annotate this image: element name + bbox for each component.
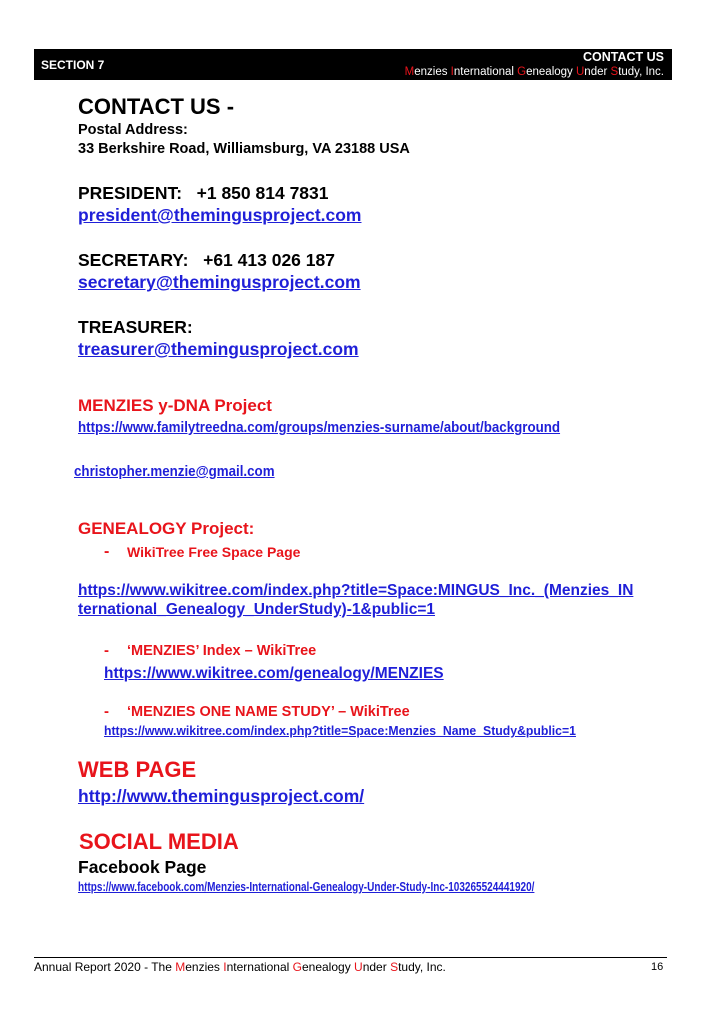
initial-letter: I [450, 66, 454, 78]
footer-divider [34, 957, 667, 958]
text-segment: nder [584, 66, 611, 78]
text-segment: nternational [453, 66, 518, 78]
text-segment: enealogy [301, 960, 355, 974]
list-bullet: - [104, 642, 109, 659]
wikitree-free-space-label: WikiTree Free Space Page [127, 544, 301, 560]
list-bullet: - [104, 543, 110, 560]
ydna-url-link[interactable]: https://www.familytreedna.com/groups/menzies-surname/about/background [78, 420, 561, 436]
text-segment: tudy, Inc. [618, 66, 664, 78]
postal-label: Postal Address: [78, 122, 188, 138]
social-media-heading: SOCIAL MEDIA [79, 829, 239, 854]
ydna-heading: MENZIES y-DNA Project [78, 396, 272, 415]
web-page-url-link[interactable]: http://www.themingusproject.com/ [78, 786, 365, 806]
president-email-link[interactable]: president@themingusproject.com [78, 205, 362, 225]
initial-letter: U [354, 960, 363, 974]
section-label: SECTION 7 [41, 58, 105, 72]
facebook-url-link[interactable]: https://www.facebook.com/Menzies-International-Genealogy-Under-Study-Inc-103265524441920/ [78, 880, 535, 894]
ydna-email-link[interactable]: christopher.menzie@gmail.com [74, 464, 275, 480]
menzies-index-label: ‘MENZIES’ Index – WikiTree [127, 643, 317, 659]
text-segment: enealogy [526, 66, 576, 78]
initial-letter: M [404, 66, 415, 78]
contact-heading: CONTACT US - [78, 94, 235, 119]
list-bullet: - [104, 703, 109, 720]
initial-letter: U [575, 66, 585, 78]
header-title: CONTACT US [582, 50, 664, 64]
text-segment: tudy, Inc. [398, 960, 446, 974]
one-name-study-url-link[interactable]: https://www.wikitree.com/index.php?title=Space:Menzies_Name_Study&public=1 [104, 724, 576, 738]
menzies-index-url-link[interactable]: https://www.wikitree.com/genealogy/MENZIES [104, 665, 444, 682]
secretary-label: SECRETARY: +61 413 026 187 [78, 250, 335, 270]
initial-letter: M [175, 960, 186, 974]
initial-letter: S [610, 66, 619, 78]
one-name-study-label: ‘MENZIES ONE NAME STUDY’ – WikiTree [127, 704, 410, 720]
footer-title [34, 960, 446, 974]
text-segment: enzies [185, 960, 224, 974]
text-segment: nder [362, 960, 391, 974]
text-segment: Annual Report 2020 - The [34, 960, 176, 974]
section-header-bar [34, 49, 672, 80]
initial-letter: S [390, 960, 399, 974]
initial-letter: G [292, 960, 302, 974]
treasurer-email-link[interactable]: treasurer@themingusproject.com [78, 339, 359, 359]
genealogy-heading: GENEALOGY Project: [78, 519, 255, 538]
wikitree-free-space-url-line1[interactable]: https://www.wikitree.com/index.php?title=Space:MINGUS_Inc._(Menzies_IN [78, 582, 634, 599]
treasurer-label: TREASURER: [78, 317, 193, 337]
text-segment: enzies [414, 66, 451, 78]
initial-letter: I [223, 960, 227, 974]
postal-address: 33 Berkshire Road, Williamsburg, VA 23188 USA [78, 141, 410, 157]
wikitree-free-space-url-line2[interactable]: ternational_Genealogy_UnderStudy)-1&public=1 [78, 601, 436, 618]
secretary-email-link[interactable]: secretary@themingusproject.com [78, 272, 361, 292]
page-number: 16 [651, 961, 664, 973]
initial-letter: G [517, 66, 527, 78]
facebook-label: Facebook Page [78, 857, 207, 877]
header-org-name [405, 66, 664, 78]
president-label: PRESIDENT: +1 850 814 7831 [78, 183, 329, 203]
text-segment: nternational [226, 960, 293, 974]
web-page-heading: WEB PAGE [78, 757, 197, 782]
